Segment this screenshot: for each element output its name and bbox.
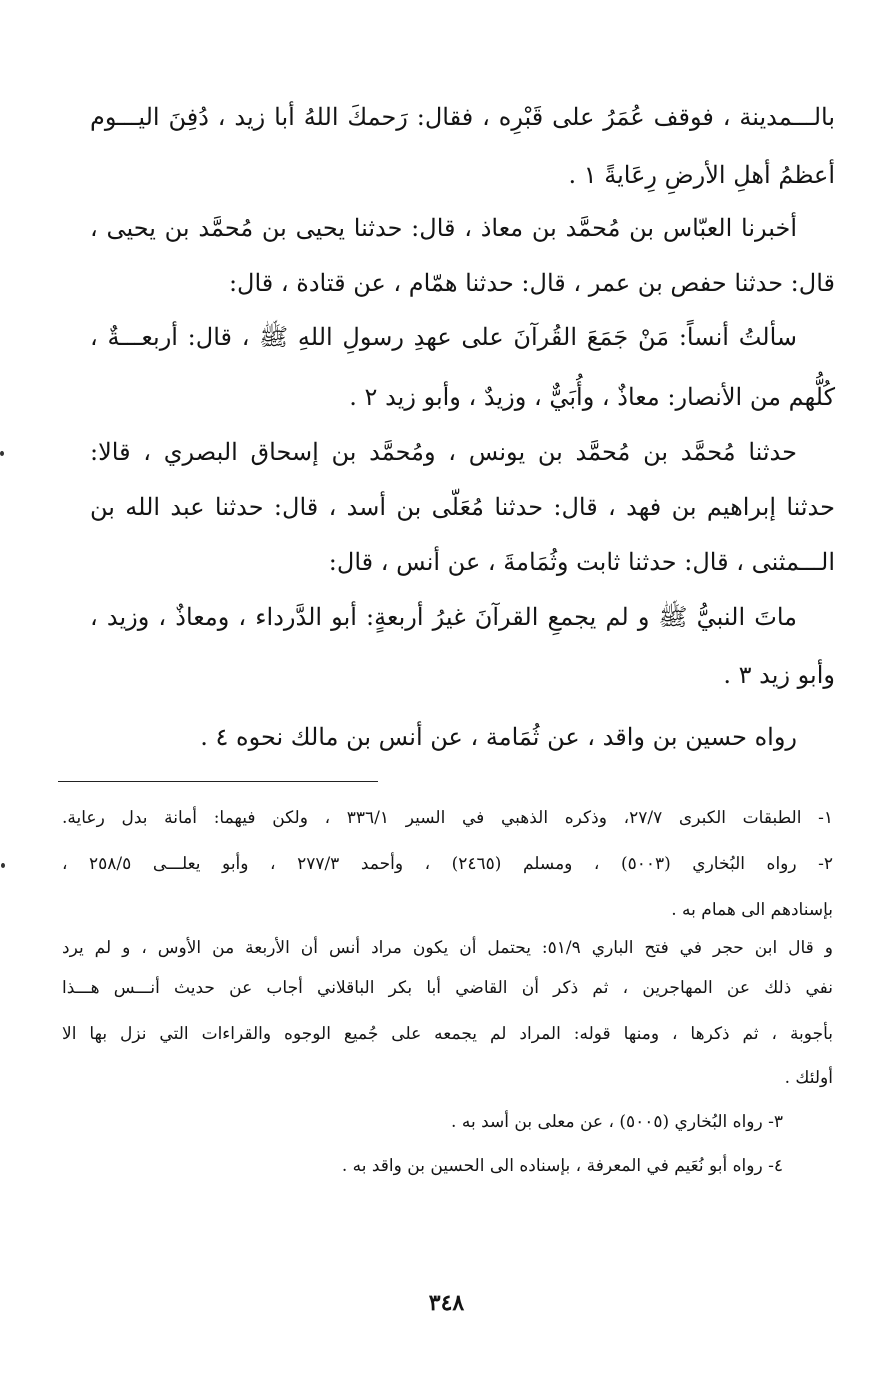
body-line-9: الـــمثنى ، قال: حدثنا ثابت وثُمَامةَ ، عن أنس ، قال: <box>328 548 835 576</box>
body-line-10: ماتَ النبيُّ ﷺ و لم يجمعِ القرآنَ غيرُ أربعةٍ: أبو الدَّرداء ، ومعاذٌ ، وزيد ، <box>90 603 797 631</box>
body-line-7: حدثنا مُحمَّد بن مُحمَّد بن يونس ، ومُحمَّد بن إسحاق البصري ، قالا: <box>90 438 797 466</box>
footnote-line-2: ٢- رواه البُخاري (٥٠٠٣) ، ومسلم (٢٤٦٥) ، وأحمد ٢٧٧/٣ ، وأبو يعلـــى ٢٥٨/٥ ، <box>62 854 834 874</box>
body-line-8: حدثنا إبراهيم بن فهد ، قال: حدثنا مُعَلّى بن أسد ، قال: حدثنا عبد الله بن <box>90 493 835 521</box>
footnote-line-4: و قال ابن حجر في فتح الباري ٥١/٩: يحتمل أن يكون مراد أنس أن الأربعة من الأوس ، و لم يرد <box>62 938 833 958</box>
body-line-12: رواه حسين بن واقد ، عن ثُمَامة ، عن أنس بن مالك نحوه ٤ . <box>200 723 797 751</box>
scan-speck <box>1 863 5 868</box>
footnote-line-1: ١- الطبقات الكبرى ٢٧/٧، وذكره الذهبي في السير ٣٣٦/١ ، ولكن فيهما: أمانة بدل رعاية. <box>62 808 834 828</box>
body-line-5: سألتُ أنساً: مَنْ جَمَعَ القُرآنَ على عهدِ رسولِ اللهِ ﷺ ، قال: أربعـــةٌ ، <box>90 323 797 351</box>
body-line-11: وأبو زيد ٣ . <box>723 661 835 689</box>
body-line-1: بالـــمدينة ، فوقف عُمَرُ على قَبْرِه ، فقال: رَحمكَ اللهُ أبا زيد ، دُفِنَ اليـــوم <box>90 103 835 131</box>
scan-speck <box>0 451 4 456</box>
footnote-separator <box>58 781 378 782</box>
body-line-3: أخبرنا العبّاس بن مُحمَّد بن معاذ ، قال: حدثنا يحيى بن مُحمَّد بن يحيى ، <box>90 214 797 242</box>
footnote-line-5: نفي ذلك عن المهاجرين ، ثم ذكر أن القاضي أبا بكر الباقلاني أجاب عن حديث أنـــس هـــذا <box>62 978 833 998</box>
footnote-line-9: ٤- رواه أبو نُعَيم في المعرفة ، بإسناده الى الحسين بن واقد به . <box>341 1156 783 1176</box>
body-line-6: كُلُّهم من الأنصار: معاذٌ ، وأُبَيٌّ ، وزيدٌ ، وأبو زيد ٢ . <box>349 383 835 411</box>
body-line-2: أعظمُ أهلِ الأرضِ رِعَايةً ١ . <box>568 161 835 189</box>
footnote-line-3: بإسنادهم الى همام به . <box>671 900 833 920</box>
footnote-line-7: أولئك . <box>784 1068 833 1088</box>
footnote-line-8: ٣- رواه البُخاري (٥٠٠٥) ، عن معلى بن أسد به . <box>451 1112 783 1132</box>
body-line-4: قال: حدثنا حفص بن عمر ، قال: حدثنا همّام ، عن قتادة ، قال: <box>228 269 835 297</box>
page-number: ٣٤٨ <box>428 1290 465 1316</box>
footnote-line-6: بأجوبة ، ثم ذكرها ، ومنها قوله: المراد لم يجمعه على جُميع الوجوه والقراءات التي نزل بها الا <box>62 1024 833 1044</box>
